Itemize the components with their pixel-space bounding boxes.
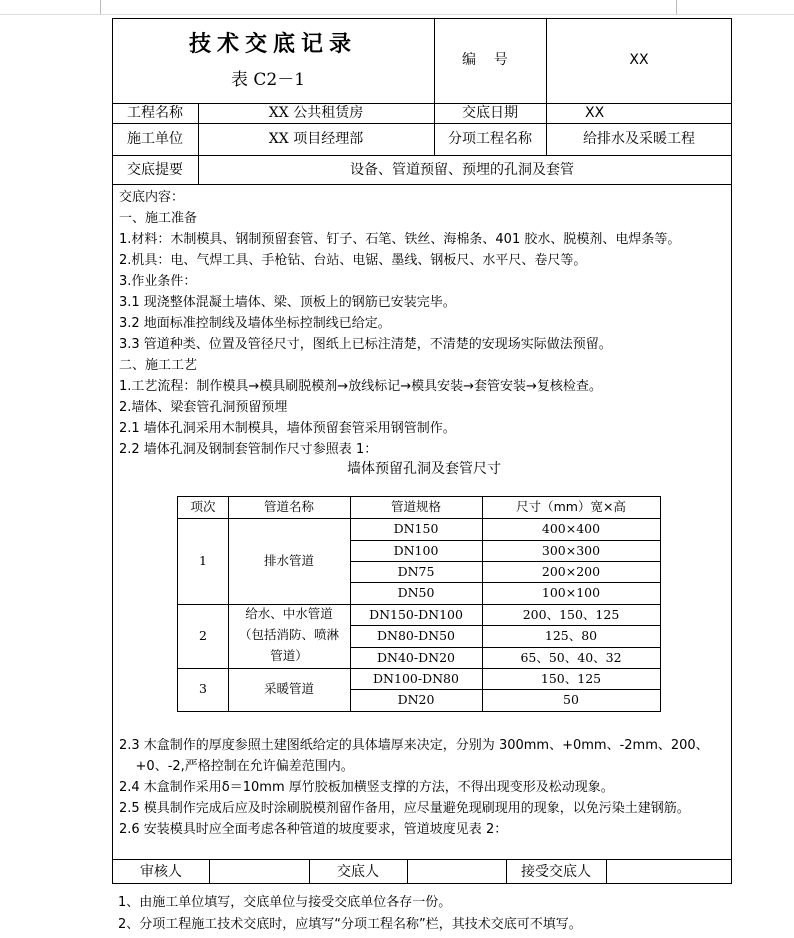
col-header-size: 尺寸（mm）宽×高	[516, 499, 626, 514]
group-name: 排水管道	[263, 553, 315, 568]
content-line: 2.6 安装模具时应全面考虑各种管道的坡度要求，管道坡度见表 2：	[119, 822, 508, 837]
col-header-spec: 管道规格	[390, 499, 442, 514]
disclosure-form	[112, 18, 732, 884]
content-line: +0、-2,严格控制在允许偏差范围内。	[119, 759, 354, 774]
margin-guide	[100, 0, 101, 14]
form-code: 表 C2－1	[231, 70, 306, 90]
summary-value[interactable]: 设备、管道预留、预埋的孔洞及套管	[350, 162, 574, 178]
spec-cell: DN100-DN80	[373, 671, 459, 686]
group-name: 给水、中水管道	[245, 606, 333, 621]
number-value[interactable]: XX	[629, 52, 649, 68]
footnote: 2、分项工程施工技术交底时，应填写“分项工程名称”栏，其技术交底可不填写。	[118, 917, 582, 932]
content-line: 3.3 管道种类、位置及管径尺寸，图纸上已标注清楚，不清楚的安现场实际做法预留。	[119, 337, 612, 352]
size-cell: 400×400	[541, 521, 601, 536]
col-header-name: 管道名称	[263, 499, 315, 514]
content-line: 2.3 木盒制作的厚度参照土建图纸给定的具体墙厚来决定，分别为 300mm、+0mm、-2mm、200、	[119, 738, 709, 753]
content-line: 交底内容：	[119, 190, 185, 205]
margin-guide	[0, 14, 794, 15]
content-line: 2.1 墙体孔洞采用木制模具，墙体预留套管采用钢管制作。	[119, 421, 456, 436]
size-cell: 125、80	[544, 628, 598, 643]
receiver-label: 接受交底人	[521, 864, 591, 880]
col-header-no: 项次	[190, 499, 216, 514]
group-name: （包括消防、喷淋	[238, 627, 340, 642]
content-line: 2.墙体、梁套管孔洞预留预埋	[119, 400, 288, 415]
discloser-label: 交底人	[337, 864, 379, 880]
size-cell: 300×300	[541, 543, 601, 558]
hole-size-table	[177, 496, 661, 712]
subproject-label: 分项工程名称	[448, 131, 532, 147]
content-line: 1.工艺流程：制作模具→模具刷脱模剂→放线标记→模具安装→套管安装→复核检查。	[119, 379, 602, 394]
spec-cell: DN50	[397, 585, 435, 600]
content-heading: 二、施工工艺	[119, 358, 198, 373]
content-line: 3.作业条件：	[119, 274, 197, 289]
content-line: 1.材料：木制模具、钢制预留套管、钉子、石笔、铁丝、海棉条、401 胶水、脱模剂、电焊条等。	[119, 232, 681, 247]
content-line: 2.2 墙体孔洞及钢制套管制作尺寸参照表 1：	[119, 442, 378, 457]
group-name: 管道）	[270, 648, 308, 663]
size-cell: 65、50、40、32	[520, 650, 622, 665]
unit-value[interactable]: XX 项目经理部	[268, 131, 364, 147]
content-line: 2.4 木盒制作采用δ＝10mm 厚竹胶板加横竖支撑的方法，不得出现变形及松动现象。	[119, 780, 614, 795]
content-heading: 一、施工准备	[119, 211, 198, 226]
spec-cell: DN20	[397, 692, 435, 707]
group-no: 3	[199, 681, 207, 696]
summary-label: 交底提要	[127, 162, 183, 178]
table-title: 墙体预留孔洞及套管尺寸	[347, 461, 501, 477]
spec-cell: DN150	[393, 521, 439, 536]
content-line: 3.2 地面标准控制线及墙体坐标控制线已给定。	[119, 316, 391, 331]
group-no: 1	[199, 553, 207, 568]
subproject-value[interactable]: 给排水及采暖工程	[583, 131, 695, 147]
size-cell: 100×100	[541, 585, 601, 600]
group-no: 2	[199, 628, 207, 643]
size-cell: 200、150、125	[522, 607, 620, 622]
spec-cell: DN80-DN50	[377, 628, 455, 643]
size-cell: 150、125	[540, 671, 602, 686]
size-cell: 50	[563, 692, 579, 707]
project-name-label: 工程名称	[127, 105, 183, 121]
date-value[interactable]: XX	[585, 105, 605, 121]
content-line: 3.1 现浇整体混凝土墙体、梁、顶板上的钢筋已安装完毕。	[119, 295, 456, 310]
content-line: 2.机具：电、气焊工具、手枪钻、台站、电锯、墨线、钢板尺、水平尺、卷尺等。	[119, 253, 587, 268]
project-name-value[interactable]: XX 公共租赁房	[268, 105, 364, 121]
group-name: 采暖管道	[263, 681, 315, 696]
date-label: 交底日期	[462, 105, 518, 121]
spec-cell: DN150-DN100	[369, 607, 463, 622]
spec-cell: DN75	[397, 564, 435, 579]
number-label: 编 号	[462, 52, 508, 68]
unit-label: 施工单位	[127, 131, 183, 147]
reviewer-label: 审核人	[140, 864, 182, 880]
size-cell: 200×200	[541, 564, 601, 579]
spec-cell: DN100	[393, 543, 439, 558]
spec-cell: DN40-DN20	[377, 650, 455, 665]
margin-guide	[676, 0, 677, 14]
content-line: 2.5 模具制作完成后应及时涂刷脱模剂留作备用，应尽量避免现刷现用的现象，以免污染土建钢筋。	[119, 801, 690, 816]
footnote: 1、由施工单位填写，交底单位与接受交底单位各存一份。	[118, 895, 452, 910]
form-title: 技术交底记录	[189, 31, 358, 57]
